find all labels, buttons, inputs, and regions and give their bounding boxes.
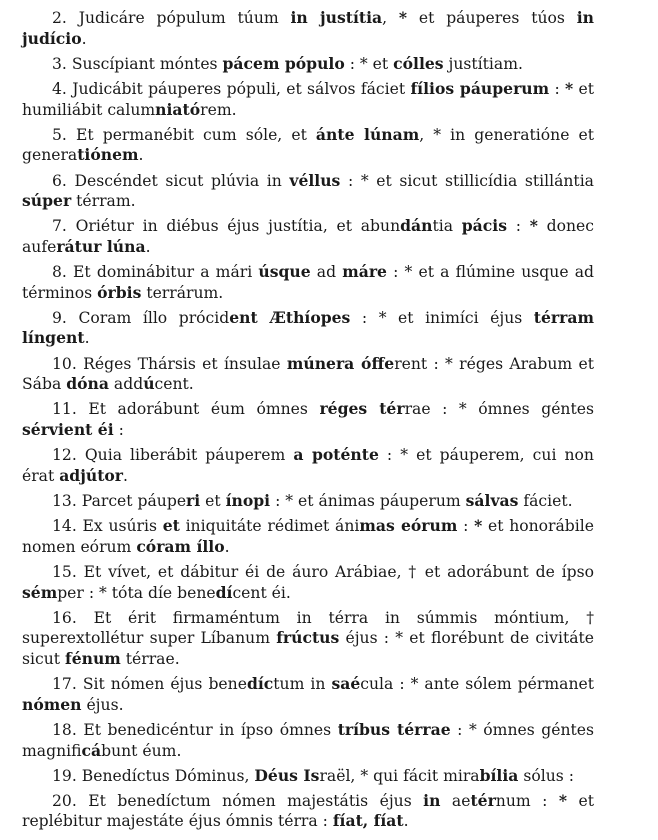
- accent-emphasis: *: [398, 8, 408, 27]
- accent-emphasis: tér: [470, 790, 496, 810]
- verse-text: Réges Thársis et ínsulae: [83, 354, 287, 373]
- verse-text: éjus.: [81, 695, 124, 714]
- verse-text: Et dominábitur a mári: [73, 263, 259, 282]
- accent-emphasis: córam íllo: [136, 536, 225, 556]
- verse-text: .: [123, 466, 128, 485]
- verse-text: :: [549, 79, 566, 98]
- verse-number: 16.: [52, 608, 77, 627]
- verse-text: Et érit firmaméntum in térra in súmmis móntium, † superextollétur super Líbanum: [22, 608, 594, 648]
- accent-emphasis: *: [474, 516, 483, 536]
- verse-text: raël, * qui fácit mira: [319, 766, 480, 785]
- verse-text: térram.: [71, 192, 136, 211]
- verse-text: : * et páuperem, cui non érat: [22, 446, 594, 485]
- verse-text: .: [84, 329, 90, 348]
- verse-text: et humiliábit calum: [22, 79, 594, 119]
- accent-emphasis: in judício: [22, 8, 594, 48]
- verse-13: [22, 491, 594, 512]
- accent-emphasis: saé: [331, 674, 361, 694]
- accent-emphasis: sém: [22, 582, 58, 602]
- verse-text: .: [224, 537, 230, 556]
- verse-text: fáciet.: [518, 492, 573, 510]
- verse-text: et: [200, 492, 226, 510]
- verse-12: [22, 445, 594, 486]
- verse-text: : * et inimíci éjus: [350, 308, 534, 327]
- verse-2: [22, 8, 594, 49]
- verse-number: 15.: [52, 562, 77, 581]
- accent-emphasis: Déus Is: [254, 765, 320, 785]
- verse-text: terrárum.: [141, 283, 224, 302]
- verse-text: Et adorábunt éum ómnes: [88, 400, 320, 419]
- verse-text: Judicáre pópulum túum: [78, 9, 291, 27]
- verse-number: 18.: [52, 720, 77, 739]
- verse-text: cent.: [154, 375, 194, 394]
- accent-emphasis: et: [162, 516, 180, 536]
- verse-text: .: [138, 146, 144, 165]
- verse-text: Parcet páupe: [81, 492, 187, 510]
- accent-emphasis: cólles: [393, 53, 444, 73]
- verse-text: tia: [432, 217, 462, 236]
- verse-number: 5.: [52, 125, 67, 144]
- verse-text: iniquitáte rédimet áni: [179, 517, 360, 536]
- verse-text: Et permanébit cum sóle, et: [75, 125, 316, 144]
- accent-emphasis: úsque: [258, 262, 311, 282]
- verse-text: donec aufe: [22, 217, 594, 256]
- verse-text: ,: [382, 9, 399, 27]
- verse-text: rae : * ómnes géntes: [404, 400, 594, 419]
- verse-text: Descéndet sicut plúvia in: [74, 171, 290, 190]
- accent-emphasis: tríbus térrae: [337, 719, 451, 739]
- verse-text: Benedíctus Dóminus,: [81, 766, 255, 785]
- accent-emphasis: *: [529, 216, 538, 236]
- accent-emphasis: ú: [143, 374, 155, 394]
- verse-18: [22, 720, 594, 761]
- accent-emphasis: térram língent: [22, 307, 594, 348]
- verse-6: [22, 171, 594, 212]
- accent-emphasis: sálvas: [465, 491, 519, 510]
- verse-number: 10.: [52, 354, 77, 373]
- accent-emphasis: pácis: [461, 216, 507, 236]
- accent-emphasis: frúctus: [276, 628, 340, 648]
- accent-emphasis: ent Æthíopes: [229, 307, 351, 327]
- verse-number: 11.: [52, 400, 77, 419]
- accent-emphasis: a poténte: [293, 445, 379, 465]
- verse-text: Et benedicéntur in ípso ómnes: [83, 720, 338, 739]
- verse-text: Oriétur in diébus éjus justítia, et abun: [75, 217, 401, 236]
- verse-number: 2.: [52, 9, 67, 27]
- accent-emphasis: pácem pópulo: [222, 53, 345, 73]
- verse-text: rem.: [200, 100, 237, 119]
- verse-text: rent : * réges Arabum et Sába: [22, 354, 595, 394]
- accent-emphasis: cá: [81, 740, 102, 760]
- verse-text: Et benedíctum nómen majestátis éjus: [88, 791, 424, 810]
- verse-text: Judicábit páuperes pópuli, et sálvos fáciet: [72, 79, 411, 98]
- verse-text: ad: [310, 263, 343, 282]
- accent-emphasis: nómen: [22, 694, 82, 714]
- verse-17: [22, 674, 594, 715]
- accent-emphasis: díc: [246, 674, 274, 694]
- verse-text: éjus : * et florébunt de civitáte sicut: [22, 629, 594, 668]
- verse-text: sólus :: [518, 766, 574, 785]
- verse-text: et honorábile nomen eórum: [22, 517, 594, 556]
- verse-number: 9.: [52, 308, 67, 327]
- accent-emphasis: ri: [186, 491, 201, 510]
- verse-text: : * ómnes géntes magnifi: [22, 720, 594, 760]
- accent-emphasis: máre: [342, 262, 387, 282]
- verse-14: [22, 516, 594, 557]
- accent-emphasis: ínopi: [225, 491, 271, 510]
- verse-8: [22, 262, 594, 303]
- verse-text: :: [113, 421, 124, 440]
- verse-number: 4.: [52, 79, 67, 98]
- verse-19: [22, 766, 594, 787]
- accent-emphasis: fílios páuperum: [410, 78, 550, 98]
- accent-emphasis: bília: [479, 765, 519, 785]
- verse-text: et páuperes túos: [407, 9, 577, 27]
- accent-emphasis: ánte lúnam: [315, 124, 420, 144]
- accent-emphasis: dí: [215, 582, 233, 602]
- verse-number: 20.: [52, 791, 77, 810]
- accent-emphasis: fénum: [65, 648, 121, 668]
- verse-text: .: [145, 237, 151, 256]
- verse-text: Coram íllo prócid: [78, 308, 230, 327]
- verse-4: [22, 79, 594, 120]
- accent-emphasis: sérvient éi: [22, 420, 114, 440]
- verse-number: 3.: [52, 54, 67, 73]
- verse-11: [22, 399, 594, 440]
- verse-number: 14.: [52, 517, 77, 536]
- verse-text: : * et ánimas páuperum: [270, 492, 466, 510]
- accent-emphasis: in: [423, 790, 441, 810]
- verse-text: Quia liberábit páuperem: [84, 446, 294, 465]
- verse-text: : * et sicut stillicídia stillántia: [340, 171, 594, 190]
- verse-7: [22, 216, 594, 257]
- verse-number: 17.: [52, 675, 77, 694]
- verse-text: Sit nómen éjus bene: [82, 675, 247, 694]
- accent-emphasis: véllus: [289, 170, 341, 190]
- verse-20: [22, 791, 594, 832]
- accent-emphasis: súper: [22, 191, 72, 211]
- accent-emphasis: dóna: [66, 374, 109, 394]
- verse-text: et replébitur majestáte éjus ómnis térra :: [22, 791, 595, 831]
- verse-10: [22, 354, 594, 395]
- accent-emphasis: órbis: [97, 282, 142, 302]
- accent-emphasis: tiónem: [77, 145, 139, 165]
- verse-text: : * et: [344, 54, 394, 73]
- accent-emphasis: dán: [400, 216, 433, 236]
- verse-number: 7.: [52, 217, 67, 236]
- verse-text: bunt éum.: [101, 741, 182, 760]
- accent-emphasis: rátur lúna: [56, 236, 146, 256]
- verse-text: :: [507, 217, 530, 236]
- verse-text: per : * tóta díe bene: [57, 583, 216, 602]
- verse-number: 13.: [52, 492, 77, 510]
- accent-emphasis: *: [558, 790, 568, 810]
- verse-3: [22, 54, 594, 75]
- verse-text: cula : * ante sólem pérmanet: [360, 675, 594, 694]
- verse-text: tum in: [273, 675, 332, 694]
- accent-emphasis: adjútor: [59, 465, 124, 485]
- verse-9: [22, 308, 594, 349]
- verse-text: : * et a flúmine usque ad términos: [22, 263, 594, 302]
- verse-text: Ex usúris: [82, 517, 163, 536]
- accent-emphasis: múnera óffe: [286, 353, 395, 373]
- verse-text: add: [108, 375, 144, 394]
- verse-number: 19.: [52, 766, 77, 785]
- verse-text: cent éi.: [232, 583, 291, 602]
- verse-text: :: [457, 517, 475, 536]
- verse-number: 12.: [52, 446, 77, 465]
- verse-text: num :: [495, 791, 559, 810]
- verse-number: 8.: [52, 263, 67, 282]
- verse-16: [22, 608, 594, 670]
- verse-text: .: [81, 29, 87, 48]
- accent-emphasis: mas eórum: [359, 516, 458, 536]
- verse-text: térrae.: [120, 649, 180, 668]
- psalm-text: [22, 8, 594, 837]
- verse-text: ae: [440, 791, 471, 810]
- verse-5: [22, 125, 594, 166]
- accent-emphasis: *: [565, 78, 574, 98]
- verse-text: .: [403, 812, 409, 831]
- verse-text: Et vívet, et dábitur éi de áuro Arábiae, † et adorábunt de ípso: [83, 562, 594, 581]
- accent-emphasis: fíat, fíat: [332, 811, 404, 831]
- accent-emphasis: niató: [155, 99, 201, 119]
- verse-text: , * in generatióne et genera: [22, 125, 594, 165]
- verse-number: 6.: [52, 171, 67, 190]
- verse-text: justítiam.: [443, 54, 523, 73]
- accent-emphasis: réges tér: [319, 399, 405, 419]
- accent-emphasis: in justítia: [290, 8, 383, 27]
- verse-text: Suscípiant móntes: [71, 54, 223, 73]
- verse-15: [22, 562, 594, 603]
